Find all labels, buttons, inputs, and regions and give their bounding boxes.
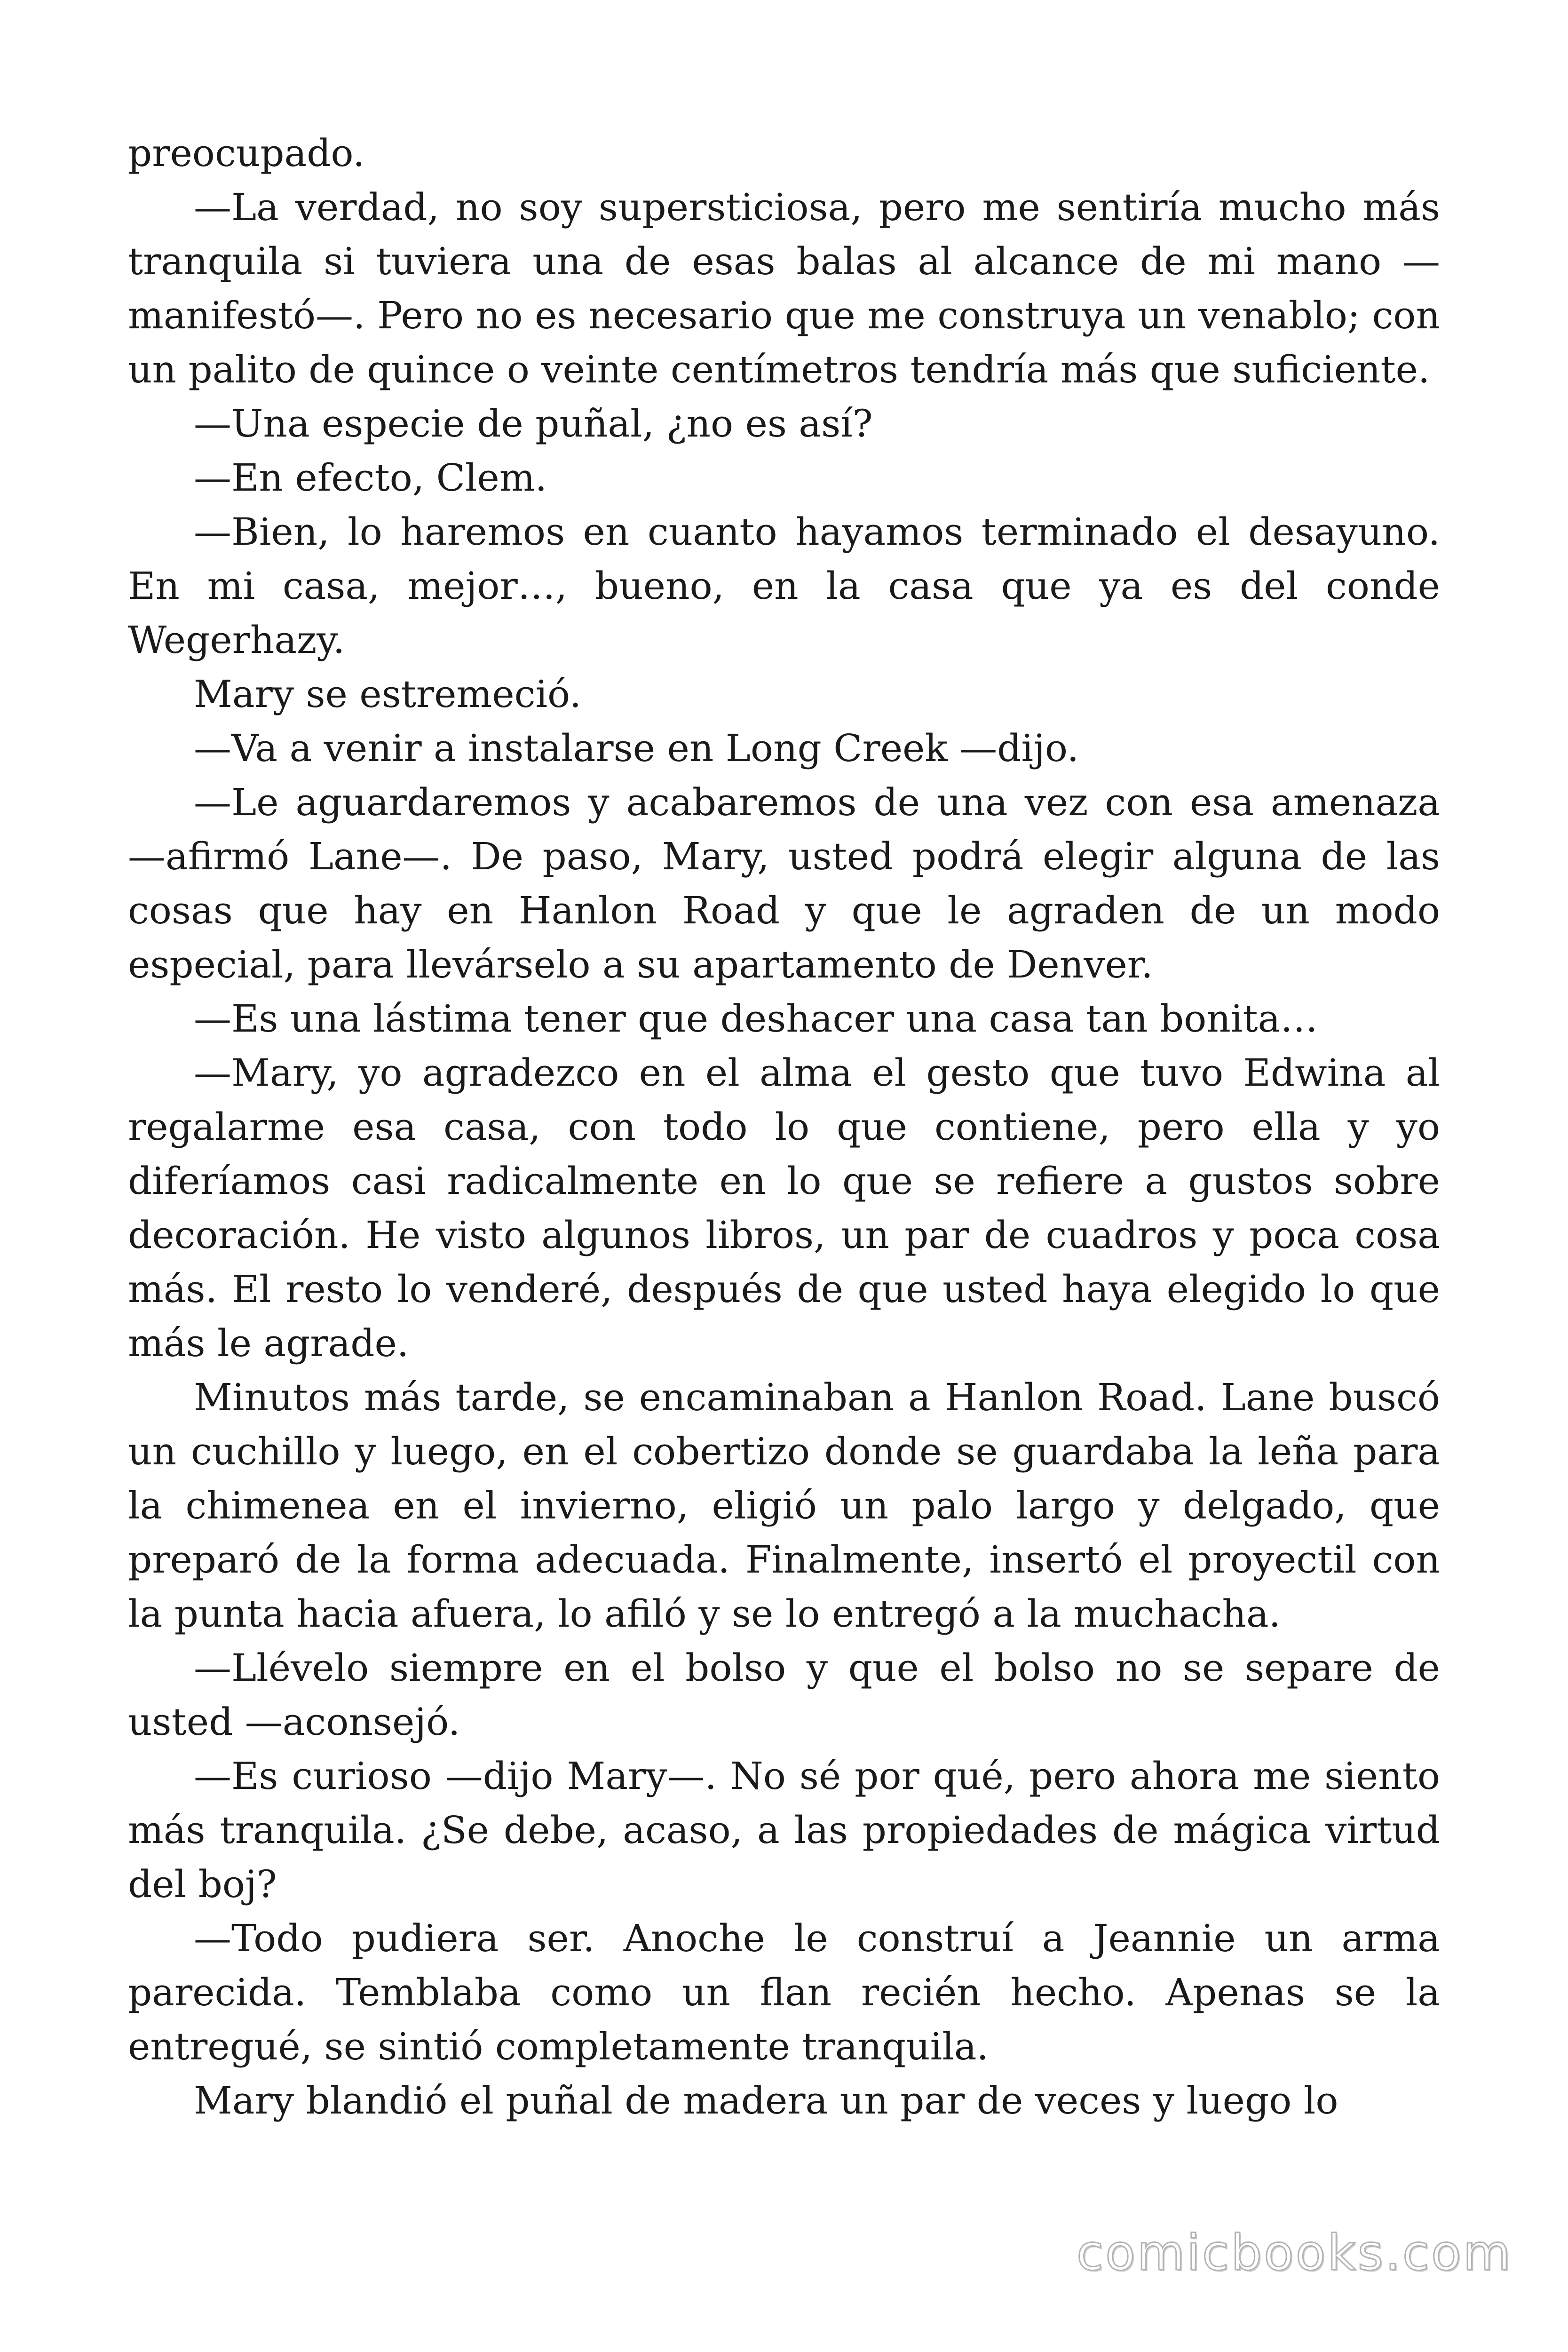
- paragraph-4: —En efecto, Clem.: [194, 456, 547, 500]
- paragraph-6: Mary se estremeció.: [194, 672, 582, 716]
- watermark: comicbooks.com: [1076, 2224, 1513, 2281]
- paragraph-10: —Mary, yo agradezco en el alma el gesto que tuvo Edwina al regalarme esa casa, con todo lo que contiene, pero ella y yo diferíamos casi radicalmente en lo que se refiere a gustos sobre decoración. He visto algunos libros, un par de cuadros y poca cosa más. El resto lo venderé, después de que usted haya elegido lo que más le agrade.: [128, 1051, 1440, 1365]
- paragraph-11: Minutos más tarde, se encaminaban a Hanlon Road. Lane buscó un cuchillo y luego, en el cobertizo donde se guardaba la leña para la chimenea en el invierno, eligió un palo largo y delgado, que preparó de la forma adecuada. Finalmente, insertó el proyectil con la punta hacia afuera, lo afiló y se lo entregó a la muchacha.: [128, 1375, 1440, 1636]
- paragraph-1: preocupado.: [128, 131, 365, 175]
- paragraph-5: —Bien, lo haremos en cuanto hayamos terminado el desayuno. En mi casa, mejor…, bueno, en la casa que ya es del conde Wegerhazy.: [128, 510, 1440, 662]
- page-body: [128, 126, 1440, 2128]
- paragraph-7: —Va a venir a instalarse en Long Creek —dijo.: [194, 726, 1079, 770]
- paragraph-8: —Le aguardaremos y acabaremos de una vez con esa amenaza —afirmó Lane—. De paso, Mary, usted podrá elegir alguna de las cosas que hay en Hanlon Road y que le agraden de un modo especial, para llevárselo a su apartamento de Denver.: [128, 780, 1440, 986]
- paragraph-12: —Llévelo siempre en el bolso y que el bolso no se separe de usted —aconsejó.: [128, 1646, 1440, 1744]
- paragraph-14: —Todo pudiera ser. Anoche le construí a Jeannie un arma parecida. Temblaba como un flan recién hecho. Apenas se la entregué, se sintió completamente tranquila.: [128, 1916, 1440, 2068]
- paragraph-9: —Es una lástima tener que deshacer una casa tan bonita…: [194, 997, 1318, 1041]
- paragraph-2: —La verdad, no soy supersticiosa, pero me sentiría mucho más tranquila si tuviera una de esas balas al alcance de mi mano —manifestó—. Pero no es necesario que me construya un venablo; con un palito de quince o veinte centímetros tendría más que suficiente.: [128, 185, 1440, 391]
- paragraph-3: —Una especie de puñal, ¿no es así?: [194, 402, 873, 445]
- paragraph-13: —Es curioso —dijo Mary—. No sé por qué, pero ahora me siento más tranquila. ¿Se debe, acaso, a las propiedades de mágica virtud del boj?: [128, 1754, 1440, 1906]
- paragraph-15: Mary blandió el puñal de madera un par de veces y luego lo: [194, 2079, 1338, 2122]
